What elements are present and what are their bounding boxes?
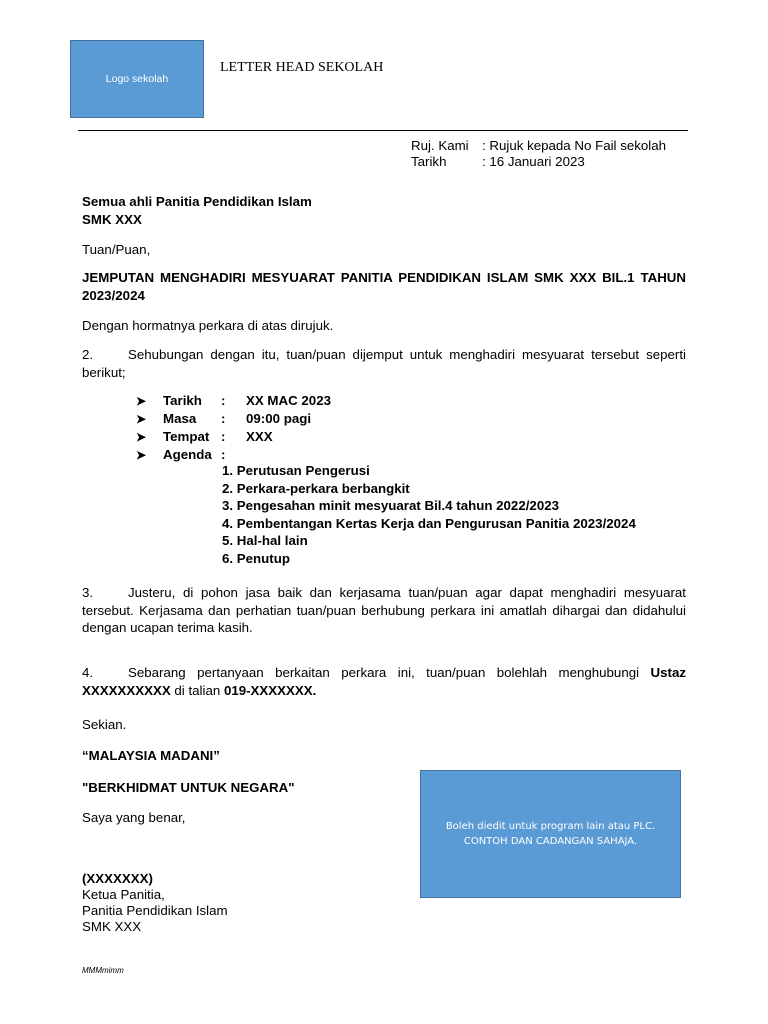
detail-colon: : [221, 411, 226, 426]
reference-ruj-row [411, 138, 666, 154]
arrow-bullet-icon: ➤ [136, 394, 147, 408]
contact-phone: 019-XXXXXXX. [223, 682, 317, 698]
edit-note-box [420, 770, 681, 898]
arrow-bullet-icon: ➤ [136, 430, 147, 444]
note-line1: Boleh diedit untuk program lain atau PLC. [445, 821, 656, 832]
recipient-line1: Semua ahli Panitia Pendidikan Islam [82, 194, 312, 209]
reference-block [411, 138, 666, 170]
arrow-bullet-icon: ➤ [136, 412, 147, 426]
paragraph-2-number: 2. [82, 347, 94, 362]
agenda-item: 3. Pengesahan minit mesyuarat Bil.4 tahun 2022/2023 [222, 498, 559, 514]
paragraph-3-text: Justeru, di pohon jasa baik dan kerjasama tuan/puan agar dapat menghadiri mesyuarat tersebut. Kerjasama dan perhatian tuan/puan berhubung perkara ini amatlah dihargai dan didahului dengan ucapan terima kasih. [82, 585, 686, 635]
recipient-line2: SMK XXX [82, 211, 142, 227]
ruj-value: : Rujuk kepada No Fail sekolah [482, 138, 667, 153]
letterhead-title: LETTER HEAD SEKOLAH [220, 60, 384, 75]
paragraph-3 [82, 584, 686, 637]
reference-date-row [411, 154, 666, 170]
detail-value: XXX [246, 429, 273, 444]
paragraph-1: Dengan hormatnya perkara di atas dirujuk. [82, 318, 334, 333]
detail-row-date [136, 392, 331, 410]
detail-key: Agenda [163, 447, 212, 462]
subject-line: JEMPUTAN MENGHADIRI MESYUARAT PANITIA PENDIDIKAN ISLAM SMK XXX BIL.1 TAHUN 2023/2024 [82, 270, 686, 303]
detail-row-venue [136, 428, 331, 446]
closing-saya: Saya yang benar, [82, 810, 186, 825]
agenda-item: 5. Hal-hal lain [222, 533, 308, 549]
paragraph-4 [82, 664, 686, 699]
detail-key: Tempat [163, 429, 210, 444]
detail-colon: : [221, 393, 226, 408]
agenda-item: 1. Perutusan Pengerusi [222, 463, 370, 478]
paragraph-4-mid: di talian [170, 682, 224, 698]
paragraph-2 [82, 346, 686, 381]
date-label: Tarikh [411, 154, 447, 169]
detail-value: 09:00 pagi [246, 411, 312, 426]
arrow-bullet-icon: ➤ [136, 448, 147, 462]
paragraph-4-text: Sebarang pertanyaan berkaitan perkara ini, tuan/puan bolehlah menghubungi [128, 665, 651, 680]
school-logo-placeholder [70, 40, 204, 118]
agenda-item: 4. Pembentangan Kertas Kerja dan Pengurusan Panitia 2023/2024 [222, 515, 636, 531]
agenda-item: 6. Penutup [222, 550, 290, 566]
detail-key: Masa [163, 411, 197, 426]
signatory-title: Ketua Panitia, [82, 887, 165, 902]
agenda-list [222, 462, 636, 568]
header-divider [78, 130, 688, 131]
signatory-name: (XXXXXXX) [82, 871, 153, 886]
recipient-block [82, 193, 686, 228]
signatory-school: SMK XXX [82, 919, 142, 934]
detail-row-time [136, 410, 331, 428]
detail-key: Tarikh [163, 393, 202, 408]
date-value: : 16 Januari 2023 [482, 154, 585, 169]
signatory-org: Panitia Pendidikan Islam [82, 903, 228, 918]
detail-colon: : [221, 429, 226, 444]
paragraph-4-number: 4. [82, 665, 94, 680]
agenda-item: 2. Perkara-perkara berbangkit [222, 480, 410, 496]
contact-name: Ustaz XXXXXXXXXX [82, 665, 686, 698]
detail-colon: : [221, 447, 226, 462]
logo-text: Logo sekolah [105, 73, 169, 85]
note-line2: CONTOH DAN CADANGAN SAHAJA. [463, 836, 638, 847]
ruj-label: Ruj. Kami [411, 138, 469, 153]
slogan-berkhidmat: "BERKHIDMAT UNTUK NEGARA" [82, 780, 295, 795]
salutation: Tuan/Puan, [82, 242, 151, 257]
slogan-madani: “MALAYSIA MADANI” [82, 748, 220, 763]
paragraph-2-text: Sehubungan dengan itu, tuan/puan dijemput untuk menghadiri mesyuarat tersebut seperti berikut; [82, 347, 686, 380]
meeting-details [136, 392, 331, 464]
paragraph-3-number: 3. [82, 585, 94, 600]
closing-sekian: Sekian. [82, 717, 127, 732]
footer-reference: MMMmimm [82, 966, 124, 975]
detail-value: XX MAC 2023 [246, 393, 331, 408]
signature-block [82, 871, 228, 935]
